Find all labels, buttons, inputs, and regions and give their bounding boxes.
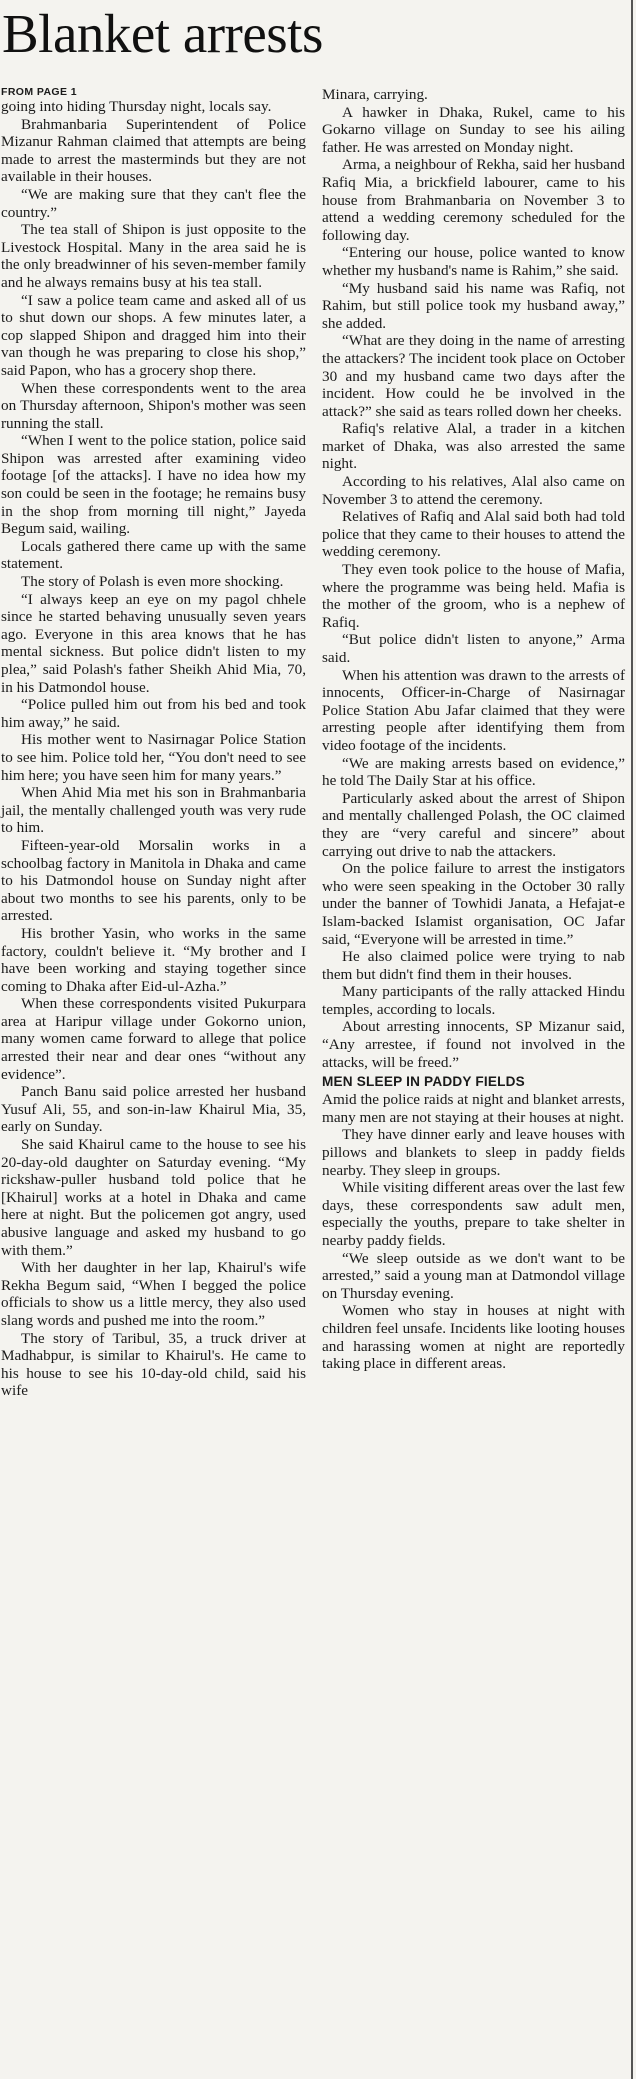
article-column-left [1, 86, 306, 1400]
article-paragraph: Arma, a neighbour of Rekha, said her husband Rafiq Mia, a brickfield labourer, came to his house from Brahmanbaria on November 3 to attend a wedding ceremony scheduled for the following day. [322, 156, 626, 244]
article-paragraph: Rafiq's relative Alal, a trader in a kitchen market of Dhaka, was also arrested the same night. [322, 420, 625, 473]
article-column-right [322, 86, 625, 1373]
column-rule [631, 0, 633, 2079]
article-paragraph: The tea stall of Shipon is just opposite to the Livestock Hospital. Many in the area said he is the only breadwinner of his seven-member family and he always remains busy at his tea stall. [1, 221, 306, 291]
from-page-label: FROM PAGE 1 [1, 86, 77, 98]
article-paragraph: Brahmanbaria Superintendent of Police Mizanur Rahman claimed that attempts are being made to arrest the masterminds but they are not available in their houses. [1, 115, 306, 186]
article-paragraph: “We are making sure that they can't flee the country.” [1, 185, 306, 221]
article-paragraph: “What are they doing in the name of arresting the attackers? The incident took place on October 30 and my husband came two days after the incident. How could he be involved in the attack?” she said as tears rolled down her cheeks. [322, 332, 625, 420]
article-paragraph: His brother Yasin, who works in the same factory, couldn't believe it. “My brother and I have been working and staying together since coming to Dhaka after Eid-ul-Azha.” [1, 924, 306, 995]
article-paragraph: Particularly asked about the arrest of Shipon and mentally challenged Polash, the OC claimed they are “very careful and sincere” about carrying out drive to nab the attackers. [322, 789, 625, 860]
article-paragraph: A hawker in Dhaka, Rukel, came to his Gokarno village on Sunday to see his ailing father. He was arrested on Monday night. [322, 103, 625, 156]
article-paragraph: “When I went to the police station, police said Shipon was arrested after examining video footage [of the attacks]. I have no idea how my son could be seen in the footage; he remains busy in the shop from morning till night,” Jayeda Begum said, wailing. [1, 432, 306, 538]
article-paragraph: Fifteen-year-old Morsalin works in a schoolbag factory in Manitola in Dhaka and came to his Datmondol house on Sunday night after about two months to see his parents, only to be arrested. [1, 836, 306, 925]
article-paragraph: “We are making arrests based on evidence,” he told The Daily Star at his office. [322, 754, 625, 790]
article-paragraph: The story of Taribul, 35, a truck driver at Madhabpur, is similar to Khairul's. He came to his house to see his 10-day-old child, said his wife [1, 1329, 306, 1400]
article-paragraph: The story of Polash is even more shocking. [21, 573, 284, 591]
article-paragraph: Women who stay in houses at night with children feel unsafe. Incidents like looting houses and harassing women at night are reportedly taking place in different areas. [322, 1302, 625, 1373]
article-paragraph: They even took police to the house of Mafia, where the programme was being held. Mafia is the mother of the groom, who is a nephew of Rafiq. [322, 561, 625, 631]
article-paragraph: She said Khairul came to the house to see his 20-day-old daughter on Saturday evening. “My rickshaw-puller husband told police that he [Khairul] works at a hotel in Dhaka and came here at night. But the policemen got angry, used abusive language and asked my husband to go with them.” [1, 1136, 306, 1259]
article-paragraph: Minara, carrying. [322, 86, 428, 103]
article-paragraph: They have dinner early and leave houses with pillows and blankets to sleep in paddy fields nearby. They sleep in groups. [322, 1126, 625, 1179]
article-paragraph: “Police pulled him out from his bed and took him away,” he said. [1, 696, 306, 731]
article-paragraph: When Ahid Mia met his son in Brahmanbaria jail, the mentally challenged youth was very rude to him. [1, 784, 306, 837]
article-paragraph: “I always keep an eye on my pagol chhele since he started behaving unusually seven years ago. Everyone in this area knows that he has mental sickness. But police didn't listen to my plea,” said Polash's father Sheikh Ahid Mia, 70, in his Datmondol house. [1, 590, 306, 696]
article-paragraph: When these correspondents visited Pukurpara area at Haripur village under Gokorno union, many women came forward to allege that police arrested their near and dear ones “without any evidence”. [1, 995, 306, 1083]
article-paragraph: He also claimed police were trying to nab them but didn't find them in their houses. [322, 948, 625, 983]
article-paragraph: “We sleep outside as we don't want to be arrested,” said a young man at Datmondol village on Thursday evening. [322, 1249, 625, 1302]
article-paragraph: “I saw a police team came and asked all of us to shut down our shops. A few minutes later, a cop slapped Shipon and dragged him into their van though he was preparing to close his shop,” said Papon, who has a grocery shop there. [1, 291, 306, 379]
article-paragraph: Many participants of the rally attacked Hindu temples, according to locals. [322, 983, 625, 1018]
article-paragraph: According to his relatives, Alal also came on November 3 to attend the ceremony. [322, 473, 625, 508]
article-paragraph: “But police didn't listen to anyone,” Arma said. [322, 631, 625, 666]
article-paragraph: going into hiding Thursday night, locals say. [1, 98, 272, 115]
article-paragraph: When his attention was drawn to the arrests of innocents, Officer-in-Charge of Nasirnagar Police Station Abu Jafar claimed that they were arresting people after identifying them from video footage of the incidents. [322, 666, 625, 754]
article-paragraph: Amid the police raids at night and blanket arrests, many men are not staying at their houses at night. [322, 1091, 625, 1126]
article-paragraph: When these correspondents went to the area on Thursday afternoon, Shipon's mother was seen running the stall. [1, 379, 306, 432]
subheading: MEN SLEEP IN PADDY FIELDS [322, 1074, 525, 1090]
article-paragraph: With her daughter in her lap, Khairul's wife Rekha Begum said, “When I begged the police officials to show us a little mercy, they also used slang words and pushed me into the room.” [1, 1259, 306, 1329]
article-paragraph: Panch Banu said police arrested her husband Yusuf Ali, 55, and son-in-law Khairul Mia, 35, early on Sunday. [1, 1083, 306, 1136]
article-paragraph: “Entering our house, police wanted to know whether my husband's name is Rahim,” she said. [322, 244, 625, 279]
headline: Blanket arrests [2, 3, 323, 64]
article-paragraph: Locals gathered there came up with the same statement. [1, 537, 306, 573]
article-paragraph: About arresting innocents, SP Mizanur said, “Any arrestee, if found not involved in the attacks, will be freed.” [322, 1018, 625, 1071]
article-paragraph: On the police failure to arrest the instigators who were seen speaking in the October 30 rally under the banner of Towhidi Janata, a Hefajat-e Islam-backed Islamist organisation, OC Jafar said, “Everyone will be arrested in time.” [322, 860, 625, 948]
article-paragraph: While visiting different areas over the last few days, these correspondents saw adult men, especially the youths, prepare to take shelter in nearby paddy fields. [322, 1179, 625, 1249]
article-paragraph: Relatives of Rafiq and Alal said both had told police that they came to their houses to attend the wedding ceremony. [322, 508, 625, 561]
article-paragraph: His mother went to Nasirnagar Police Station to see him. Police told her, “You don't need to see him here; you have seen him for many years.” [1, 731, 306, 784]
article-paragraph: “My husband said his name was Rafiq, not Rahim, but still police took my husband away,” she added. [322, 279, 625, 332]
